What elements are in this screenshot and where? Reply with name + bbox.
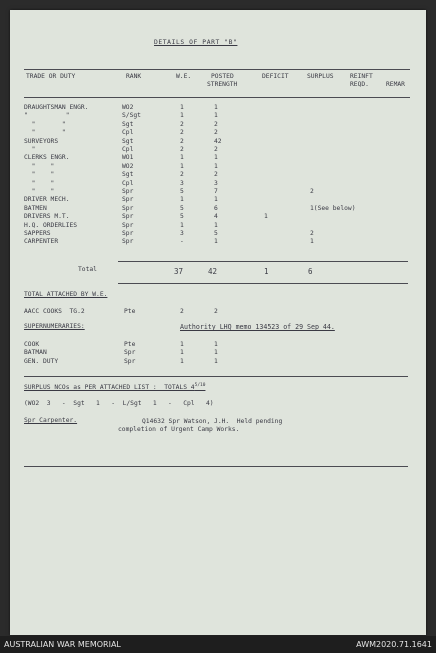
cell-surplus: 1: [310, 238, 314, 246]
cell-rank: Cpl: [122, 179, 134, 187]
col-rank-header: RANK: [126, 73, 142, 80]
attached-posted: 2: [214, 308, 218, 315]
cell-we: 5: [180, 213, 184, 221]
cell-trade: H.Q. ORDERLIES: [24, 221, 78, 229]
cell-posted: 5: [214, 230, 218, 237]
page-bottom-rule: [24, 466, 408, 467]
carpenter-note-label: Spr Carpenter.: [24, 417, 78, 424]
cell-trade: BATMEN: [24, 204, 47, 212]
col-posted-header: POSTED: [211, 73, 234, 80]
total-top-rule: [118, 261, 408, 262]
cell-rank: Spr: [122, 188, 134, 195]
cell-rank: Spr: [124, 357, 136, 365]
cell-trade: SURVEYORS: [24, 137, 59, 145]
cell-we: 3: [180, 230, 184, 237]
cell-rank: Spr: [122, 230, 134, 237]
cell-posted: 1: [214, 341, 218, 348]
footer-reference: AWM2020.71.1641: [356, 640, 432, 649]
cell-rank: Spr: [122, 221, 134, 229]
cell-we: 1: [180, 357, 184, 365]
supernumeraries-bottom-rule: [24, 376, 408, 377]
cell-we: 1: [180, 196, 184, 204]
cell-posted: 4: [214, 213, 218, 221]
cell-we: 1: [180, 104, 184, 111]
cell-surplus: 2: [310, 230, 314, 237]
authority-note: Authority LHQ memo 134523 of 29 Sep 44.: [180, 323, 335, 331]
cell-posted: 1: [214, 162, 218, 170]
cell-rank: WO2: [122, 104, 134, 111]
attached-trade: AACC COOKS TG.2: [24, 308, 85, 315]
cell-posted: 2: [214, 129, 218, 137]
cell-posted: 2: [214, 120, 218, 128]
surplus-total-annotation: 5/10: [194, 383, 206, 388]
cell-we: 1: [180, 162, 184, 170]
col-reqd-header: REQD.: [350, 81, 369, 88]
cell-rank: Spr: [122, 238, 134, 246]
cell-posted: 2: [214, 146, 218, 153]
cell-posted: 1: [214, 112, 218, 120]
cell-we: 2: [180, 146, 184, 153]
cell-trade: " ": [24, 112, 70, 120]
document-page: [10, 10, 426, 635]
cell-surplus: 1(See below): [310, 204, 356, 212]
cell-rank: Cpl: [122, 129, 134, 137]
header-bottom-rule: [24, 97, 410, 98]
cell-posted: 1: [214, 104, 218, 111]
cell-rank: S/Sgt: [122, 112, 141, 120]
col-surplus-header: SURPLUS: [307, 73, 334, 80]
cell-trade: " ": [24, 179, 55, 187]
cell-surplus: 2: [310, 188, 314, 195]
cell-posted: 7: [214, 188, 218, 195]
cell-trade: CARPENTER: [24, 238, 59, 246]
cell-trade: " ": [24, 120, 66, 128]
cell-we: 5: [180, 204, 184, 212]
cell-posted: 6: [214, 204, 218, 212]
cell-we: 2: [180, 120, 184, 128]
col-strength-header: STRENGTH: [207, 81, 238, 88]
cell-rank: Spr: [122, 204, 134, 212]
cell-rank: Sgt: [122, 137, 134, 145]
surplus-ncos-line: [24, 382, 205, 392]
cell-rank: Cpl: [122, 146, 134, 153]
cell-trade: SAPPERS: [24, 230, 51, 237]
supernumeraries-heading: SUPERNUMERARIES:: [24, 323, 85, 330]
total-surplus: 6: [308, 267, 313, 276]
total-we: 37: [174, 267, 184, 276]
total-label: Total: [78, 266, 97, 273]
col-trade-header: TRADE OR DUTY: [26, 73, 76, 80]
cell-trade: COOK: [24, 341, 40, 348]
cell-trade: " ": [24, 188, 55, 195]
cell-trade: ": [24, 146, 36, 153]
cell-rank: Spr: [122, 196, 134, 204]
page-heading: DETAILS OF PART "B": [154, 39, 238, 46]
cell-trade: " ": [24, 162, 55, 170]
col-we-header: W.E.: [176, 73, 192, 80]
cell-posted: 1: [214, 238, 218, 246]
cell-we: 1: [180, 154, 184, 162]
cell-posted: 1: [214, 357, 218, 365]
cell-we: 3: [180, 179, 184, 187]
col-deficit-header: DEFICIT: [262, 73, 289, 80]
cell-trade: DRAUGHTSMAN ENGR.: [24, 104, 89, 111]
carpenter-note-line-1: Q14632 Spr Watson, J.H. Held pending: [142, 418, 283, 425]
cell-we: -: [180, 238, 184, 246]
cell-deficit: 1: [264, 213, 268, 221]
cell-rank: WO2: [122, 162, 134, 170]
cell-rank: Spr: [122, 213, 134, 221]
archive-footer: [0, 636, 436, 653]
header-top-rule: [24, 69, 410, 70]
cell-we: 5: [180, 188, 184, 195]
cell-posted: 42: [214, 137, 222, 145]
cell-we: 1: [180, 112, 184, 120]
cell-posted: 1: [214, 196, 218, 204]
cell-we: 1: [180, 349, 184, 357]
cell-we: 2: [180, 171, 184, 179]
cell-rank: Pte: [124, 341, 136, 348]
col-remarks-header: REMAR: [386, 81, 405, 88]
cell-trade: " ": [24, 171, 55, 179]
cell-trade: DRIVERS M.T.: [24, 213, 70, 221]
cell-trade: DRIVER MECH.: [24, 196, 70, 204]
cell-trade: " ": [24, 129, 66, 137]
attached-heading: TOTAL ATTACHED BY W.E.: [24, 291, 108, 298]
total-deficit: 1: [264, 267, 269, 276]
attached-we: 2: [180, 308, 184, 315]
cell-rank: Sgt: [122, 120, 134, 128]
cell-posted: 3: [214, 179, 218, 187]
cell-rank: WO1: [122, 154, 134, 162]
total-posted: 42: [208, 267, 218, 276]
cell-posted: 1: [214, 349, 218, 357]
surplus-ncos-text: SURPLUS NCOs as PER ATTACHED LIST : TOTALS 4: [24, 384, 195, 392]
total-bottom-rule: [118, 283, 408, 284]
carpenter-note-line-2: completion of Urgent Camp Works.: [118, 426, 240, 433]
cell-we: 2: [180, 129, 184, 137]
cell-rank: Sgt: [122, 171, 134, 179]
cell-trade: BATMAN: [24, 349, 47, 357]
cell-posted: 1: [214, 154, 218, 162]
cell-we: 1: [180, 221, 184, 229]
cell-posted: 1: [214, 221, 218, 229]
cell-trade: CLERKS ENGR.: [24, 154, 70, 162]
cell-we: 1: [180, 341, 184, 348]
footer-institution: AUSTRALIAN WAR MEMORIAL: [4, 640, 121, 649]
cell-trade: GEN. DUTY: [24, 357, 59, 365]
col-reinft-header: REINFT: [350, 73, 373, 80]
cell-rank: Spr: [124, 349, 136, 357]
cell-posted: 2: [214, 171, 218, 179]
attached-rank: Pte: [124, 308, 136, 315]
cell-we: 2: [180, 137, 184, 145]
surplus-breakdown: (WO2 3 - Sgt 1 - L/Sgt 1 - Cpl 4): [24, 400, 214, 407]
